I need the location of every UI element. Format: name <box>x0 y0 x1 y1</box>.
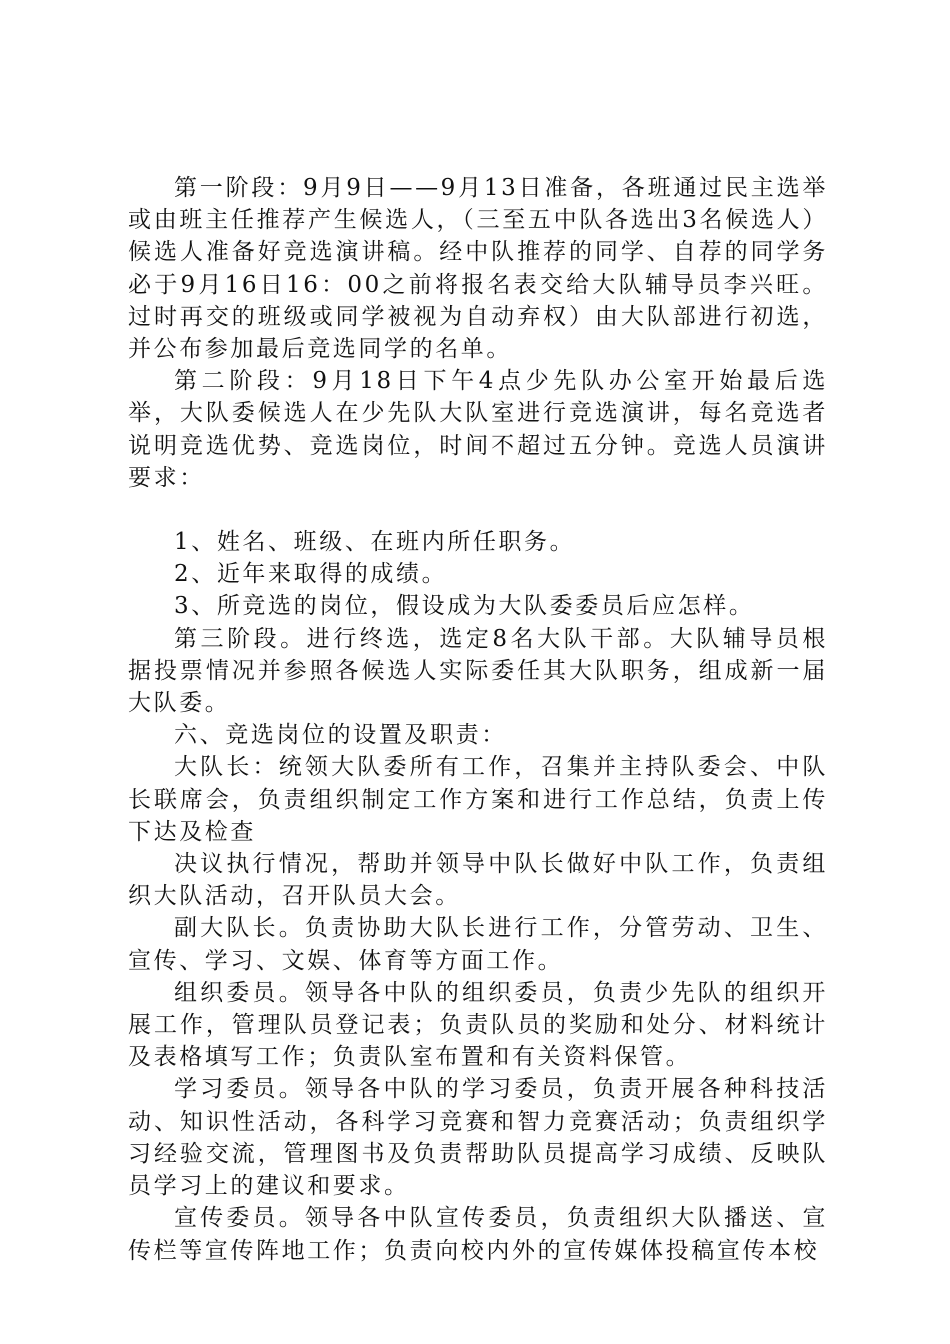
paragraph-study-member: 学习委员。领导各中队的学习委员，负责开展各种科技活动、知识性活动，各科学习竞赛和智力竞赛活动；负责组织学习经验交流，管理图书及负责帮助队员提高学习成绩、反映队员学习上的建议和要求。 <box>128 1076 828 1200</box>
paragraph-vice-captain: 副大队长。负责协助大队长进行工作，分管劳动、卫生、宣传、学习、文娱、体育等方面工作。 <box>128 915 828 974</box>
paragraph-stage-one: 第一阶段：9月9日——9月13日准备，各班通过民主选举或由班主任推荐产生候选人，（三至五中队各选出3名候选人）候选人准备好竞选演讲稿。经中队推荐的同学、自荐的同学务必于9月16日16：00之前将报名表交给大队辅导员李兴旺。过时再交的班级或同学被视为自动弃权）由大队部进行初选，并公布参加最后竞选同学的名单。 <box>128 175 828 363</box>
paragraph-requirement-1: 1、姓名、班级、在班内所任职务。 <box>174 529 576 556</box>
blank-line <box>128 494 828 526</box>
document-body <box>128 172 828 1267</box>
paragraph-stage-three: 第三阶段。进行终选，选定8名大队干部。大队辅导员根据投票情况并参照各候选人实际委任其大队职务，组成新一届大队委。 <box>128 625 828 717</box>
paragraph-stage-two: 第二阶段：9月18日下午4点少先队办公室开始最后选举，大队委候选人在少先队大队室进行竞选演讲，每名竞选者说明竞选优势、竞选岗位，时间不超过五分钟。竞选人员演讲要求： <box>128 368 828 491</box>
paragraph-requirement-2: 2、近年来取得的成绩。 <box>174 561 448 588</box>
section-heading-positions: 六、竞选岗位的设置及职责： <box>174 722 507 749</box>
paragraph-requirement-3: 3、所竞选的岗位，假设成为大队委委员后应怎样。 <box>174 593 755 620</box>
paragraph-captain: 大队长：统领大队委所有工作，召集并主持队委会、中队长联席会，负责组织制定工作方案和进行工作总结，负责上传下达及检查 <box>128 754 828 845</box>
paragraph-organization-member: 组织委员。领导各中队的组织委员，负责少先队的组织开展工作，管理队员登记表；负责队员的奖励和处分、材料统计及表格填写工作；负责队室布置和有关资料保管。 <box>128 979 828 1071</box>
paragraph-captain-continued: 决议执行情况，帮助并领导中队长做好中队工作，负责组织大队活动，召开队员大会。 <box>128 851 828 910</box>
paragraph-publicity-member: 宣传委员。领导各中队宣传委员，负责组织大队播送、宣传栏等宣传阵地工作；负责向校内外的宣传媒体投稿宣传本校 <box>128 1205 828 1264</box>
